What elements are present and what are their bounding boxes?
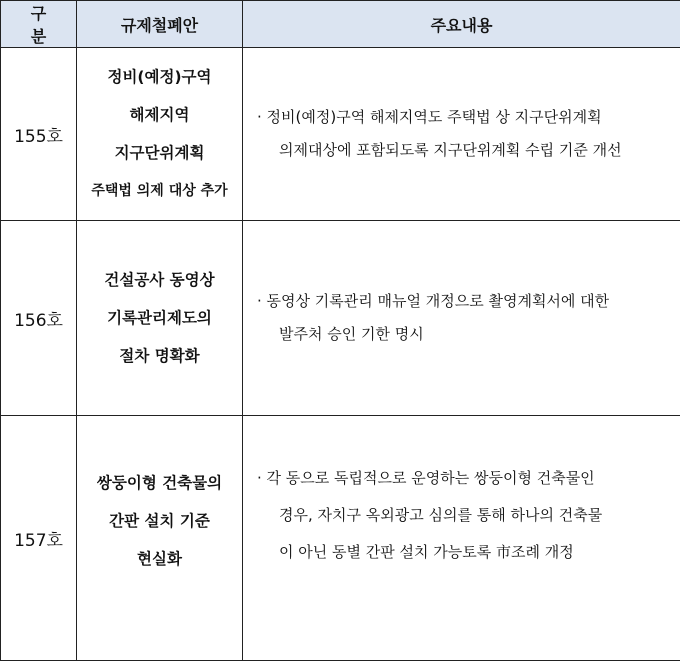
title-line: 정비(예정)구역 bbox=[77, 58, 242, 96]
header-category: 구 분 bbox=[1, 1, 77, 48]
title-line: 현실화 bbox=[77, 540, 242, 578]
content-line: · 정비(예정)구역 해제지역도 주택법 상 지구단위계획 bbox=[257, 101, 672, 134]
title-line: 건설공사 동영상 bbox=[77, 261, 242, 299]
table-row bbox=[1, 48, 680, 221]
title-line: 절차 명확화 bbox=[77, 337, 242, 375]
row-number: 157호 bbox=[1, 416, 77, 661]
row-title bbox=[77, 416, 243, 661]
title-line: 지구단위계획 bbox=[77, 134, 242, 172]
title-line: 기록관리제도의 bbox=[77, 299, 242, 337]
content-line: 의제대상에 포함되도록 지구단위계획 수립 기준 개선 bbox=[257, 134, 672, 167]
header-row bbox=[1, 1, 680, 48]
content-line: · 각 동으로 독립적으로 운영하는 쌍둥이형 건축물인 bbox=[257, 460, 672, 497]
content-line: 경우, 자치구 옥외광고 심의를 통해 하나의 건축물 bbox=[257, 497, 672, 534]
row-title bbox=[77, 48, 243, 221]
header-content: 주요내용 bbox=[243, 1, 680, 48]
row-number: 155호 bbox=[1, 48, 77, 221]
header-proposal: 규제철폐안 bbox=[77, 1, 243, 48]
table-row bbox=[1, 416, 680, 661]
title-line: 쌍둥이형 건축물의 bbox=[77, 464, 242, 502]
row-content bbox=[243, 416, 680, 661]
title-line: 해제지역 bbox=[77, 96, 242, 134]
row-number: 156호 bbox=[1, 221, 77, 416]
row-content bbox=[243, 221, 680, 416]
content-line: 발주처 승인 기한 명시 bbox=[257, 318, 672, 351]
title-line: 주택법 의제 대상 추가 bbox=[77, 172, 242, 210]
content-line: 이 아닌 동별 간판 설치 가능토록 市조례 개정 bbox=[257, 534, 672, 571]
content-line: · 동영상 기록관리 매뉴얼 개정으로 촬영계획서에 대한 bbox=[257, 285, 672, 318]
row-title bbox=[77, 221, 243, 416]
row-content bbox=[243, 48, 680, 221]
title-line: 간판 설치 기준 bbox=[77, 502, 242, 540]
table-row bbox=[1, 221, 680, 416]
